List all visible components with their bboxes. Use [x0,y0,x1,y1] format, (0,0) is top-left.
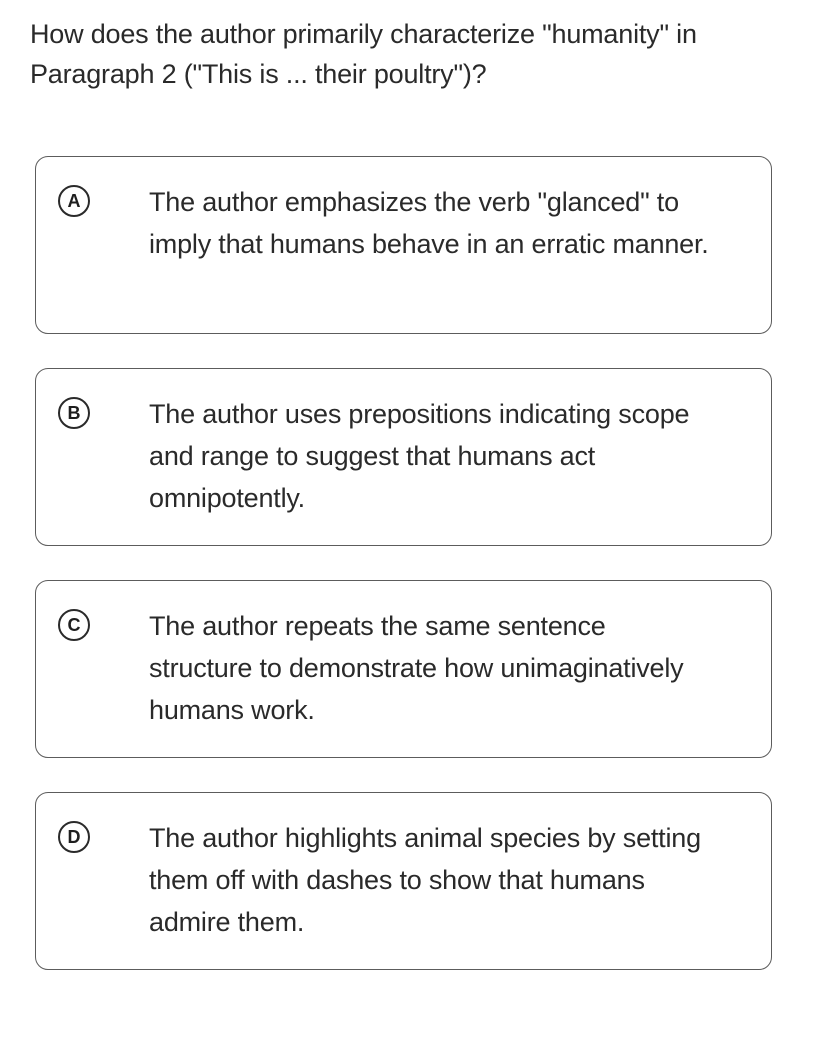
choice-letter-a: A [58,185,90,217]
choice-letter-c: C [58,609,90,641]
answer-choices [35,156,772,970]
choice-text-a: The author emphasizes the verb "glanced" to imply that humans behave in an erratic manner. [149,187,709,259]
choice-text-c: The author repeats the same sentence structure to demonstrate how unimaginatively humans work. [149,611,684,725]
choice-letter-d: D [58,821,90,853]
question-text: How does the author primarily characterize "humanity" in Paragraph 2 ("This is ... their poultry")? [30,19,697,89]
choice-a[interactable] [35,156,772,334]
choice-c[interactable] [35,580,772,758]
choice-text-b: The author uses prepositions indicating scope and range to suggest that humans act omnipotently. [149,399,690,513]
choice-d[interactable] [35,792,772,970]
choice-b[interactable] [35,368,772,546]
choice-text-d: The author highlights animal species by setting them off with dashes to show that humans admire them. [149,823,701,937]
choice-letter-b: B [58,397,90,429]
